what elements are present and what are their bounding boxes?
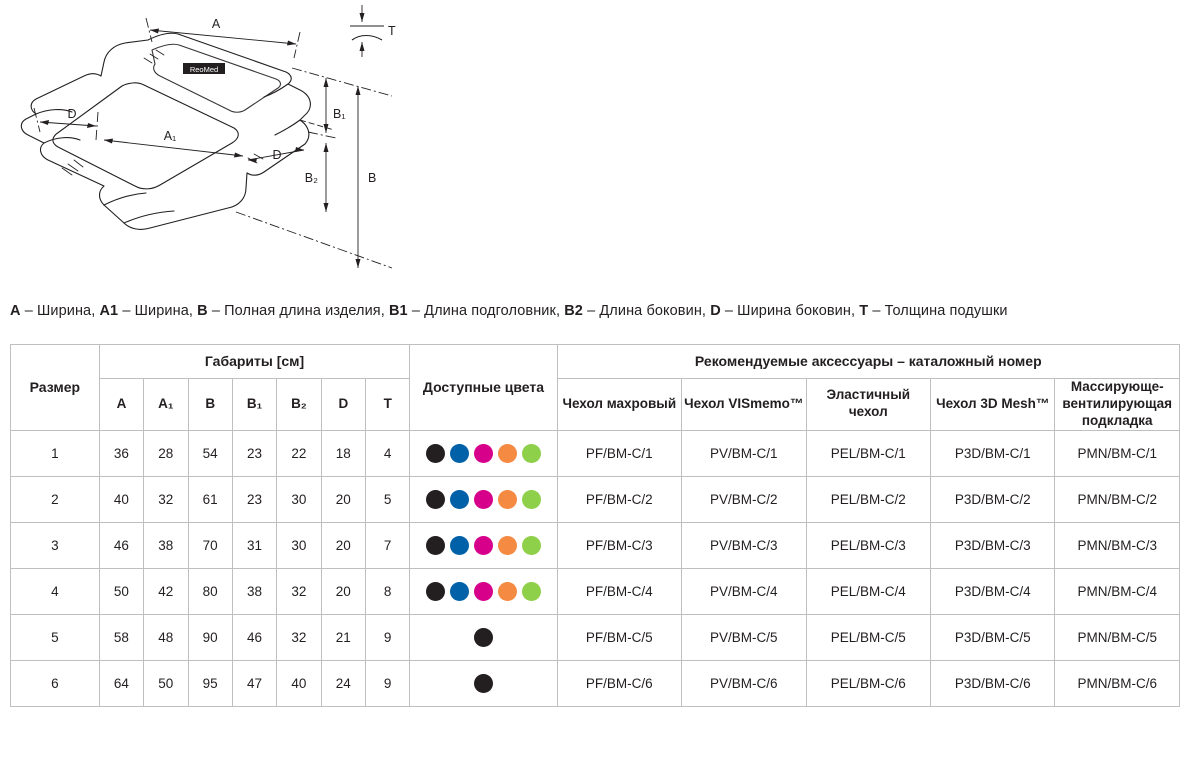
cell-accessory-code: PMN/BM-C/5 bbox=[1055, 614, 1180, 660]
cell-accessory-code: PEL/BM-C/2 bbox=[806, 476, 930, 522]
cell-accessory-code: PF/BM-C/3 bbox=[557, 522, 681, 568]
color-swatches bbox=[410, 569, 556, 614]
color-swatch-green bbox=[522, 490, 541, 509]
cell-dimension: 21 bbox=[321, 614, 365, 660]
cell-dimension: 30 bbox=[277, 476, 321, 522]
cell-size: 6 bbox=[11, 660, 100, 706]
cell-accessory-code: P3D/BM-C/5 bbox=[930, 614, 1054, 660]
th-acc-massage: Массирующе-вентилирующая подкладка bbox=[1055, 379, 1180, 431]
cell-accessory-code: PEL/BM-C/5 bbox=[806, 614, 930, 660]
cell-dimension: 36 bbox=[99, 430, 143, 476]
legend bbox=[10, 303, 1008, 319]
table-head bbox=[11, 345, 1180, 431]
th-colors-label: Доступные цвета bbox=[422, 378, 545, 395]
diagram-label-T: T bbox=[388, 24, 396, 38]
th-dimensions-group: Габариты [см] bbox=[99, 345, 410, 379]
cell-dimension: 20 bbox=[321, 476, 365, 522]
table-row bbox=[11, 430, 1180, 476]
cell-size: 3 bbox=[11, 522, 100, 568]
cell-colors bbox=[410, 568, 557, 614]
cell-size: 5 bbox=[11, 614, 100, 660]
diagram-label-B2: B₂ bbox=[304, 171, 318, 185]
cell-dimension: 5 bbox=[366, 476, 410, 522]
table-row bbox=[11, 522, 1180, 568]
cell-accessory-code: PV/BM-C/6 bbox=[682, 660, 806, 706]
color-swatches bbox=[410, 661, 556, 706]
cell-dimension: 8 bbox=[366, 568, 410, 614]
cell-dimension: 38 bbox=[144, 522, 188, 568]
cell-colors bbox=[410, 522, 557, 568]
color-swatch-black bbox=[426, 490, 445, 509]
th-dim-b1: B₁ bbox=[232, 379, 276, 431]
cell-dimension: 95 bbox=[188, 660, 232, 706]
cell-accessory-code: PMN/BM-C/1 bbox=[1055, 430, 1180, 476]
color-swatch-magenta bbox=[474, 444, 493, 463]
cell-dimension: 24 bbox=[321, 660, 365, 706]
th-colors bbox=[410, 345, 557, 431]
cell-dimension: 32 bbox=[277, 614, 321, 660]
cell-dimension: 40 bbox=[277, 660, 321, 706]
diagram-label-D-left: D bbox=[67, 107, 77, 121]
cell-colors bbox=[410, 660, 557, 706]
cell-dimension: 47 bbox=[232, 660, 276, 706]
cell-dimension: 22 bbox=[277, 430, 321, 476]
color-swatch-blue bbox=[450, 582, 469, 601]
cell-dimension: 50 bbox=[99, 568, 143, 614]
cell-dimension: 32 bbox=[144, 476, 188, 522]
cell-dimension: 4 bbox=[366, 430, 410, 476]
cell-dimension: 30 bbox=[277, 522, 321, 568]
th-dim-t: T bbox=[366, 379, 410, 431]
color-swatch-magenta bbox=[474, 582, 493, 601]
specification-table bbox=[10, 344, 1180, 707]
th-dim-d: D bbox=[321, 379, 365, 431]
cell-dimension: 20 bbox=[321, 522, 365, 568]
cell-accessory-code: PF/BM-C/2 bbox=[557, 476, 681, 522]
cell-dimension: 46 bbox=[99, 522, 143, 568]
specification-table-wrap bbox=[10, 344, 1180, 707]
table-row bbox=[11, 614, 1180, 660]
table-body bbox=[11, 430, 1180, 706]
brand-label bbox=[183, 63, 225, 74]
cell-accessory-code: PV/BM-C/2 bbox=[682, 476, 806, 522]
cell-accessory-code: PV/BM-C/4 bbox=[682, 568, 806, 614]
color-swatch-green bbox=[522, 444, 541, 463]
cell-dimension: 54 bbox=[188, 430, 232, 476]
cell-dimension: 23 bbox=[232, 430, 276, 476]
color-swatch-orange bbox=[498, 490, 517, 509]
cell-accessory-code: PMN/BM-C/2 bbox=[1055, 476, 1180, 522]
th-size: Размер bbox=[11, 345, 100, 431]
th-dim-a: A bbox=[99, 379, 143, 431]
svg-text:ReoMed: ReoMed bbox=[189, 65, 219, 74]
cell-accessory-code: PF/BM-C/6 bbox=[557, 660, 681, 706]
color-swatch-green bbox=[522, 536, 541, 555]
diagram-svg bbox=[0, 0, 460, 290]
cell-dimension: 9 bbox=[366, 660, 410, 706]
cell-accessory-code: P3D/BM-C/3 bbox=[930, 522, 1054, 568]
diagram-label-A: A bbox=[211, 17, 221, 31]
cell-size: 4 bbox=[11, 568, 100, 614]
cell-dimension: 23 bbox=[232, 476, 276, 522]
color-swatch-black bbox=[426, 582, 445, 601]
color-swatches bbox=[410, 477, 556, 522]
cell-accessory-code: PV/BM-C/1 bbox=[682, 430, 806, 476]
cell-colors bbox=[410, 476, 557, 522]
table-head-row-groups bbox=[11, 345, 1180, 379]
cell-dimension: 80 bbox=[188, 568, 232, 614]
cell-dimension: 40 bbox=[99, 476, 143, 522]
cell-dimension: 20 bbox=[321, 568, 365, 614]
color-swatch-black bbox=[474, 674, 493, 693]
table-row bbox=[11, 476, 1180, 522]
table-row bbox=[11, 660, 1180, 706]
product-dimensions-diagram bbox=[0, 0, 460, 290]
cell-dimension: 7 bbox=[366, 522, 410, 568]
color-swatch-green bbox=[522, 582, 541, 601]
th-acc-elastic: Эластичный чехол bbox=[806, 379, 930, 431]
color-swatches bbox=[410, 431, 556, 476]
color-swatch-blue bbox=[450, 444, 469, 463]
cell-size: 2 bbox=[11, 476, 100, 522]
cell-accessory-code: P3D/BM-C/4 bbox=[930, 568, 1054, 614]
th-acc-3dmesh: Чехол 3D Mesh™ bbox=[930, 379, 1054, 431]
cell-accessory-code: PMN/BM-C/4 bbox=[1055, 568, 1180, 614]
cell-dimension: 58 bbox=[99, 614, 143, 660]
legend-text: A – Ширина, A1 – Ширина, B – Полная длина изделия, B1 – Длина подголовник, B2 – Длина боковин, D – Ширина боковин, T – Толщина подушки bbox=[10, 303, 1008, 319]
color-swatch-black bbox=[474, 628, 493, 647]
cell-accessory-code: PF/BM-C/5 bbox=[557, 614, 681, 660]
cell-colors bbox=[410, 430, 557, 476]
cell-dimension: 38 bbox=[232, 568, 276, 614]
cell-accessory-code: PF/BM-C/4 bbox=[557, 568, 681, 614]
color-swatch-orange bbox=[498, 536, 517, 555]
cell-dimension: 9 bbox=[366, 614, 410, 660]
cell-accessory-code: PV/BM-C/3 bbox=[682, 522, 806, 568]
th-accessories-group: Рекомендуемые аксессуары – каталожный номер bbox=[557, 345, 1179, 379]
cell-dimension: 48 bbox=[144, 614, 188, 660]
th-acc-vismemo: Чехол VISmemo™ bbox=[682, 379, 806, 431]
color-swatch-orange bbox=[498, 582, 517, 601]
cell-accessory-code: PMN/BM-C/6 bbox=[1055, 660, 1180, 706]
cell-accessory-code: P3D/BM-C/2 bbox=[930, 476, 1054, 522]
color-swatch-magenta bbox=[474, 536, 493, 555]
th-dim-a1: A₁ bbox=[144, 379, 188, 431]
table-head-row-columns bbox=[11, 379, 1180, 431]
cell-dimension: 64 bbox=[99, 660, 143, 706]
cell-dimension: 18 bbox=[321, 430, 365, 476]
cell-accessory-code: P3D/BM-C/6 bbox=[930, 660, 1054, 706]
cell-accessory-code: PMN/BM-C/3 bbox=[1055, 522, 1180, 568]
cell-colors bbox=[410, 614, 557, 660]
color-swatch-magenta bbox=[474, 490, 493, 509]
color-swatch-orange bbox=[498, 444, 517, 463]
diagram-label-B1: B₁ bbox=[333, 107, 346, 121]
cell-dimension: 42 bbox=[144, 568, 188, 614]
diagram-label-A1: A₁ bbox=[163, 129, 177, 143]
diagram-label-B: B bbox=[368, 171, 377, 185]
cell-accessory-code: P3D/BM-C/1 bbox=[930, 430, 1054, 476]
cell-accessory-code: PV/BM-C/5 bbox=[682, 614, 806, 660]
color-swatch-black bbox=[426, 444, 445, 463]
color-swatch-blue bbox=[450, 536, 469, 555]
cell-dimension: 70 bbox=[188, 522, 232, 568]
cell-dimension: 28 bbox=[144, 430, 188, 476]
diagram-label-D-right: D bbox=[272, 148, 282, 162]
th-acc-terry: Чехол махровый bbox=[557, 379, 681, 431]
color-swatches bbox=[410, 615, 556, 660]
cell-accessory-code: PF/BM-C/1 bbox=[557, 430, 681, 476]
cell-dimension: 50 bbox=[144, 660, 188, 706]
cell-accessory-code: PEL/BM-C/1 bbox=[806, 430, 930, 476]
cell-accessory-code: PEL/BM-C/6 bbox=[806, 660, 930, 706]
color-swatches bbox=[410, 523, 556, 568]
th-dim-b: B bbox=[188, 379, 232, 431]
color-swatch-blue bbox=[450, 490, 469, 509]
color-swatch-black bbox=[426, 536, 445, 555]
th-dim-b2: B₂ bbox=[277, 379, 321, 431]
cell-dimension: 90 bbox=[188, 614, 232, 660]
cell-accessory-code: PEL/BM-C/4 bbox=[806, 568, 930, 614]
cell-dimension: 61 bbox=[188, 476, 232, 522]
cell-dimension: 46 bbox=[232, 614, 276, 660]
table-row bbox=[11, 568, 1180, 614]
cell-size: 1 bbox=[11, 430, 100, 476]
cell-accessory-code: PEL/BM-C/3 bbox=[806, 522, 930, 568]
cell-dimension: 31 bbox=[232, 522, 276, 568]
cell-dimension: 32 bbox=[277, 568, 321, 614]
